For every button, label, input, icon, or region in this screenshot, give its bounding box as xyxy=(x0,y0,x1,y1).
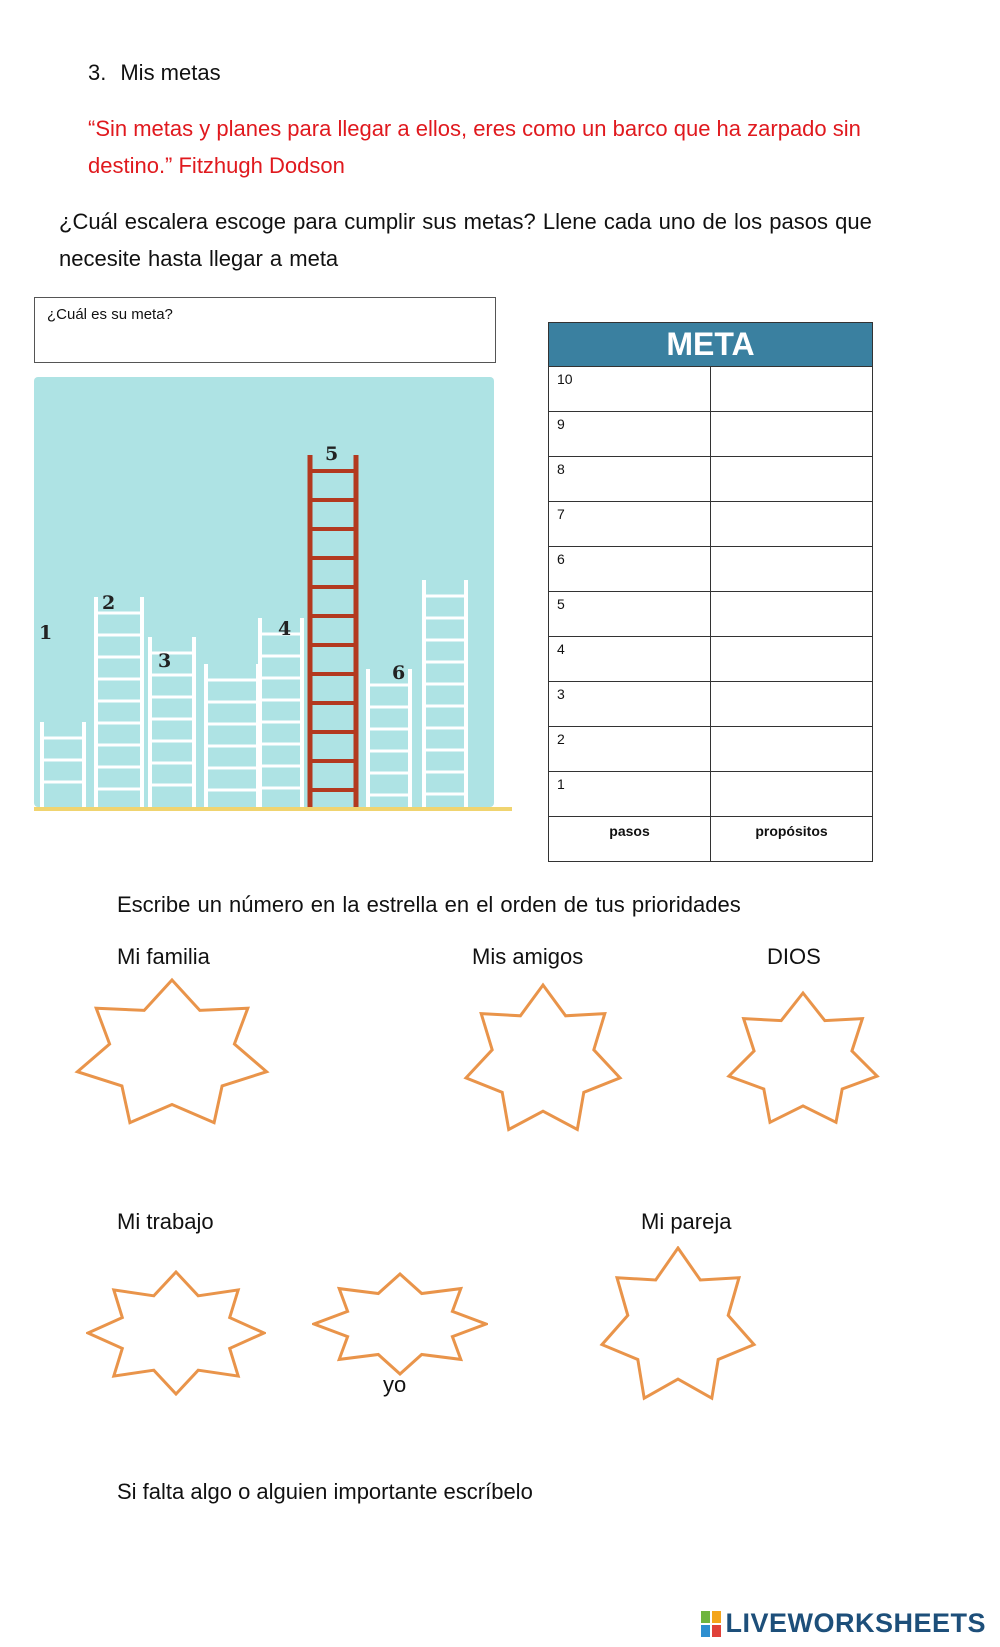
meta-table-title: META xyxy=(549,323,873,367)
step-number: 9 xyxy=(549,412,711,457)
step-number: 3 xyxy=(549,682,711,727)
instruction-question: ¿Cuál escalera escoge para cumplir sus metas? Llene cada uno de los pasos que necesite hasta llegar a meta xyxy=(59,209,872,271)
star-mi-trabajo[interactable] xyxy=(86,1270,266,1396)
ladder-label-3: 3 xyxy=(158,650,172,672)
star-mi-pareja[interactable] xyxy=(598,1246,758,1408)
purpose-cell[interactable] xyxy=(711,682,873,727)
label-mi-pareja: Mi pareja xyxy=(641,1209,732,1234)
table-footer-row xyxy=(549,817,873,862)
purposes-header: propósitos xyxy=(711,817,873,862)
step-number: 1 xyxy=(549,772,711,817)
liveworksheets-logo-icon xyxy=(701,1611,721,1637)
label-mi-trabajo: Mi trabajo xyxy=(117,1209,214,1234)
ladder-label-5: 5 xyxy=(325,443,339,465)
goal-input-box[interactable] xyxy=(34,297,496,363)
purpose-cell[interactable] xyxy=(711,592,873,637)
table-row xyxy=(549,547,873,592)
star-mi-familia[interactable] xyxy=(72,976,272,1134)
purpose-cell[interactable] xyxy=(711,637,873,682)
step-number: 10 xyxy=(549,367,711,412)
quote-text: “Sin metas y planes para llegar a ellos, eres como un barco que ha zarpado sin destino.” Fitzhugh Dodson xyxy=(88,116,861,178)
table-row xyxy=(549,457,873,502)
purpose-cell[interactable] xyxy=(711,772,873,817)
purpose-cell[interactable] xyxy=(711,457,873,502)
step-number: 8 xyxy=(549,457,711,502)
meta-table xyxy=(548,322,873,862)
table-row xyxy=(549,682,873,727)
label-dios: DIOS xyxy=(767,944,821,969)
star-outline xyxy=(77,980,266,1123)
step-number: 7 xyxy=(549,502,711,547)
ladder-label-1: 1 xyxy=(39,622,53,644)
section-number: 3. xyxy=(88,60,107,85)
purpose-cell[interactable] xyxy=(711,727,873,772)
label-yo: yo xyxy=(383,1372,407,1397)
purpose-cell[interactable] xyxy=(711,367,873,412)
star-mis-amigos[interactable] xyxy=(462,982,624,1140)
table-row xyxy=(549,727,873,772)
table-row xyxy=(549,772,873,817)
section-heading xyxy=(88,60,221,86)
priorities-instruction: Escribe un número en la estrella en el orden de tus prioridades xyxy=(117,892,741,917)
label-mis-amigos: Mis amigos xyxy=(472,944,584,969)
step-number: 5 xyxy=(549,592,711,637)
star-outline xyxy=(729,993,877,1122)
label-mi-familia: Mi familia xyxy=(117,944,210,969)
star-dios[interactable] xyxy=(725,990,881,1132)
table-row xyxy=(549,592,873,637)
purpose-cell[interactable] xyxy=(711,502,873,547)
ground-line xyxy=(34,807,512,811)
star-outline xyxy=(466,985,620,1130)
ladder-label-2: 2 xyxy=(102,592,116,614)
steps-header: pasos xyxy=(549,817,711,862)
table-row xyxy=(549,637,873,682)
step-number: 4 xyxy=(549,637,711,682)
star-outline xyxy=(602,1248,754,1398)
table-row xyxy=(549,502,873,547)
section-title: Mis metas xyxy=(120,60,221,85)
step-number: 6 xyxy=(549,547,711,592)
ladder-label-4: 4 xyxy=(278,618,292,640)
ladders-illustration xyxy=(34,377,512,817)
table-row xyxy=(549,367,873,412)
table-row xyxy=(549,412,873,457)
brand-text: LIVEWORKSHEETS xyxy=(725,1608,986,1638)
star-outline xyxy=(314,1274,486,1374)
purpose-cell[interactable] xyxy=(711,412,873,457)
star-yo[interactable] xyxy=(312,1272,488,1376)
purpose-cell[interactable] xyxy=(711,547,873,592)
liveworksheets-logo xyxy=(701,1608,986,1639)
star-outline xyxy=(88,1272,264,1394)
ladder-label-6: 6 xyxy=(392,662,406,684)
goal-box-label: ¿Cuál es su meta? xyxy=(47,306,173,323)
closing-text: Si falta algo o alguien importante escríbelo xyxy=(117,1479,533,1504)
step-number: 2 xyxy=(549,727,711,772)
